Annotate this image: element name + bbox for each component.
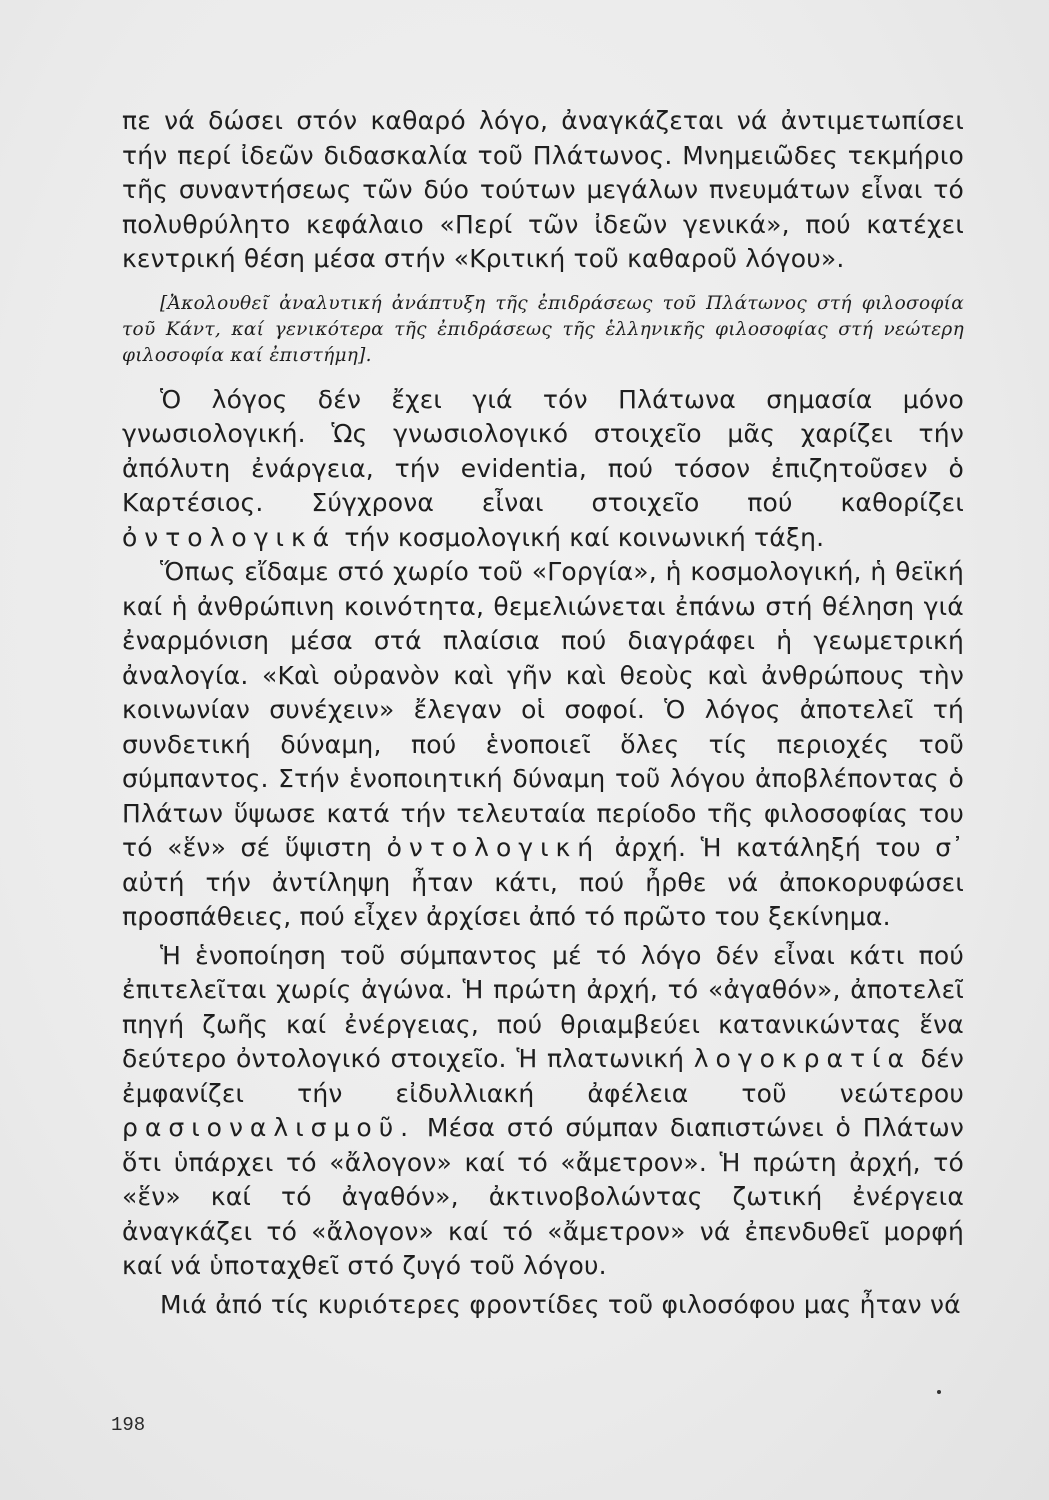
- page-number: 198: [111, 1414, 146, 1436]
- paragraph-continued: πε νά δώσει στόν καθαρό λόγο, ἀναγκάζεται νά ἀντιμετωπίσει τήν περί ἰδεῶν διδασκαλία τοῦ Πλάτωνος. Μνημειῶδες τεκμήριο τῆς συναντήσεως τῶν δύο τούτων μεγάλων πνευμάτων εἶναι τό πολυθρύλητο κεφάλαιο «Περί τῶν ἰδεῶν γενικά», πού κατέχει κεντρική θέση μέσα στήν «Κριτική τοῦ καθαροῦ λόγου».: [122, 106, 964, 273]
- emphasis-spaced: λογοκρατία: [693, 1044, 911, 1073]
- paragraph-logos-text-end: τήν κοσμολογική καί κοινωνική τάξη.: [344, 522, 825, 552]
- paragraph-unification-middle: δέν ἐμφανίζει τήν εἰδυλλιακή ἀφέλεια τοῦ νεώτερου: [122, 1044, 964, 1108]
- emphasis-spaced: ὀντολογικά: [122, 522, 337, 552]
- paragraph-logos: [122, 383, 964, 556]
- paragraph-gorgias-text-end: ἀρχή. Ἡ κατάληξή του σ᾽ αὐτή τήν ἀντίληψη ἦταν κάτι, πού ἦρθε νά ἀποκορυφώσει προσπάθειες, πού εἶχεν ἀρχίσει ἀπό τό πρῶτο του ξεκίνημα.: [122, 833, 965, 931]
- body-text: [122, 104, 964, 1322]
- paragraph-unification-text: Ἡ ἑνοποίηση τοῦ σύμπαντος μέ τό λόγο δέν εἶναι κάτι πού ἐπιτελεῖται χωρίς ἀγώνα. Ἡ πρώτη ἀρχή, τό «ἀγαθόν», ἀποτελεῖ πηγή ζωῆς καί ἐνέργειας, πού θριαμβεύει κατανικώντας ἕνα δεύτερο ὀντολογικό στοιχεῖο. Ἡ πλατωνική: [122, 940, 964, 1073]
- ink-speck: [937, 1390, 941, 1394]
- editorial-note: [Ἀκολουθεῖ ἀναλυτική ἀνάπτυξη τῆς ἐπιδράσεως τοῦ Πλάτωνος στή φιλοσοφία τοῦ Κάντ, καί γενικότερα τῆς ἐπιδράσεως τῆς ἑλληνικῆς φιλοσοφίας στή νεώτερη φιλοσοφία καί ἐπιστήμη].: [122, 292, 964, 366]
- emphasis-spaced: ρασιοναλισμοῦ.: [122, 1113, 416, 1142]
- paragraph-gorgias: [122, 555, 964, 935]
- paragraph-gorgias-text: Ὅπως εἴδαμε στό χωρίο τοῦ «Γοργία», ἡ κοσμολογική, ἡ θεϊκή καί ἡ ἀνθρώπινη κοινότητα, θεμελιώνεται ἐπάνω στή θέληση γιά ἐναρμόνιση μέσα στά πλαίσια πού διαγράφει ἡ γεωμετρική ἀναλογία. «Καὶ οὐρανὸν καὶ γῆν καὶ θεοὺς καὶ ἀνθρώπους τὴν κοινωνίαν συνέχειν» ἔλεγαν οἱ σοφοί. Ὁ λόγος ἀποτελεῖ τή συνδετική δύναμη, πού ἑνοποιεῖ ὅλες τίς περιοχές τοῦ σύμπαντος. Στήν ἑνοποιητική δύναμη τοῦ λόγου ἀποβλέποντας ὁ Πλάτων ὕψωσε κατά τήν τελευταία περίοδο τῆς φιλοσοφίας του τό «ἕν» σέ ὕψιστη: [122, 557, 964, 862]
- paragraph-logos-text: Ὁ λόγος δέν ἔχει γιά τόν Πλάτωνα σημασία μόνο γνωσιολογική. Ὡς γνωσιολογικό στοιχεῖο μᾶς χαρίζει τήν ἀπόλυτη ἐνάργεια, τήν evidentia, πού τόσον ἐπιζητοῦσεν ὁ Καρτέσιος. Σύγχρονα εἶναι στοιχεῖο πού καθορίζει: [122, 384, 964, 517]
- emphasis-spaced: ὀντολογική: [386, 833, 601, 862]
- paragraph-unification: [122, 939, 964, 1284]
- paragraph-final: Μιά ἀπό τίς κυριότερες φροντίδες τοῦ φιλοσόφου μας ἦταν νά: [160, 1289, 961, 1319]
- paragraph-unification-text-end: Μέσα στό σύμπαν διαπιστώνει ὁ Πλάτων ὅτι ὑπάρχει τό «ἄλογον» καί τό «ἄμετρον». Ἡ πρώτη ἀρχή, τό «ἕν» καί τό ἀγαθόν», ἀκτινοβολώντας ζωτική ἐνέργεια ἀναγκάζει τό «ἄλογον» καί τό «ἄμετρον» νά ἐπενδυθεῖ μορφή καί νά ὑποταχθεῖ στό ζυγό τοῦ λόγου.: [122, 1113, 964, 1280]
